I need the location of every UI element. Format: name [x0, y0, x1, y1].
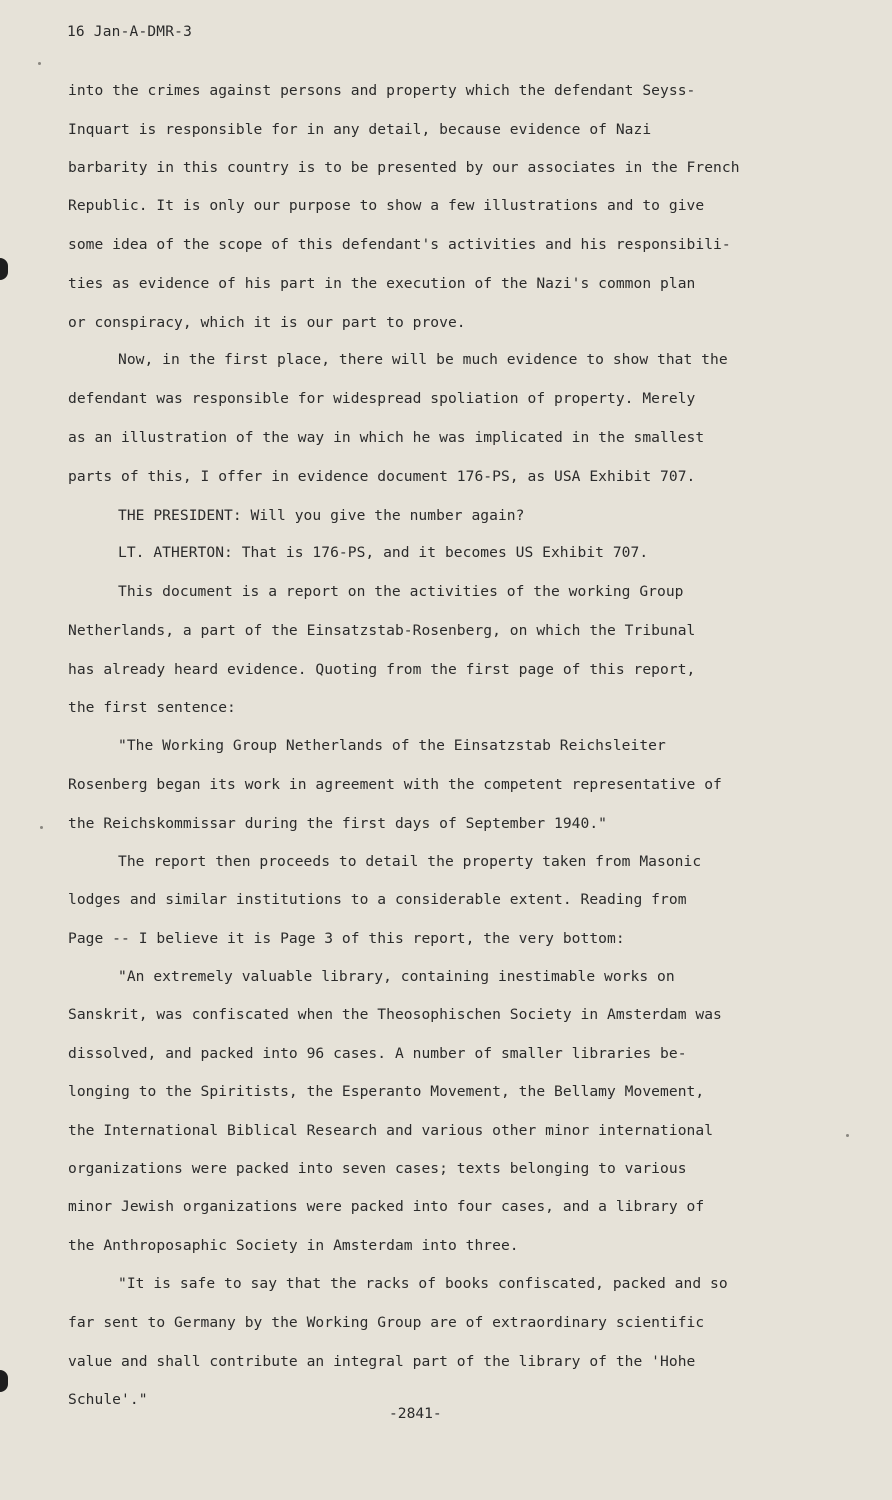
paper-speck: [846, 1134, 849, 1137]
text-line: barbarity in this country is to be presented by our associates in the French: [68, 159, 740, 176]
text-line: some idea of the scope of this defendant's activities and his responsibili-: [68, 236, 731, 253]
punch-hole: [0, 258, 8, 280]
text-line: Now, in the first place, there will be much evidence to show that the: [118, 351, 728, 368]
text-line: Republic. It is only our purpose to show a few illustrations and to give: [68, 197, 705, 214]
text-line: Inquart is responsible for in any detail, because evidence of Nazi: [68, 121, 652, 138]
text-line: the International Biblical Research and various other minor international: [68, 1122, 714, 1139]
text-line: as an illustration of the way in which he was implicated in the smallest: [68, 429, 705, 446]
text-line: longing to the Spiritists, the Esperanto Movement, the Bellamy Movement,: [68, 1083, 705, 1100]
text-line: The report then proceeds to detail the property taken from Masonic: [118, 853, 702, 870]
text-line: the Anthroposaphic Society in Amsterdam into three.: [68, 1237, 519, 1254]
paper-speck: [38, 62, 41, 65]
page-number: -2841-: [389, 1405, 442, 1422]
text-line: Page -- I believe it is Page 3 of this report, the very bottom:: [68, 930, 625, 947]
punch-hole: [0, 1370, 8, 1392]
text-line: dissolved, and packed into 96 cases. A number of smaller libraries be-: [68, 1045, 687, 1062]
text-line: Netherlands, a part of the Einsatzstab-Rosenberg, on which the Tribunal: [68, 622, 696, 639]
text-line: This document is a report on the activities of the working Group: [118, 583, 684, 600]
text-line: Sanskrit, was confiscated when the Theosophischen Society in Amsterdam was: [68, 1006, 722, 1023]
text-line: defendant was responsible for widespread spoliation of property. Merely: [68, 390, 696, 407]
text-line: "An extremely valuable library, containing inestimable works on: [118, 968, 675, 985]
text-line: ties as evidence of his part in the execution of the Nazi's common plan: [68, 275, 696, 292]
text-line: organizations were packed into seven cases; texts belonging to various: [68, 1160, 687, 1177]
page-header: 16 Jan-A-DMR-3: [67, 24, 193, 40]
text-line: or conspiracy, which it is our part to prove.: [68, 314, 466, 331]
text-line: LT. ATHERTON: That is 176-PS, and it becomes US Exhibit 707.: [118, 544, 649, 561]
text-line: "The Working Group Netherlands of the Einsatzstab Reichsleiter: [118, 737, 666, 754]
text-line: minor Jewish organizations were packed into four cases, and a library of: [68, 1198, 705, 1215]
text-line: Schule'.": [68, 1391, 148, 1408]
text-line: into the crimes against persons and property which the defendant Seyss-: [68, 82, 696, 99]
text-line: the first sentence:: [68, 699, 236, 716]
text-line: has already heard evidence. Quoting from the first page of this report,: [68, 661, 696, 678]
text-line: THE PRESIDENT: Will you give the number again?: [118, 507, 525, 524]
text-line: value and shall contribute an integral part of the library of the 'Hohe: [68, 1353, 696, 1370]
text-line: parts of this, I offer in evidence document 176-PS, as USA Exhibit 707.: [68, 468, 696, 485]
text-line: the Reichskommissar during the first days of September 1940.": [68, 815, 608, 832]
text-line: far sent to Germany by the Working Group are of extraordinary scientific: [68, 1314, 705, 1331]
text-line: Rosenberg began its work in agreement with the competent representative of: [68, 776, 722, 793]
paper-speck: [40, 826, 43, 829]
text-line: "It is safe to say that the racks of books confiscated, packed and so: [118, 1275, 728, 1292]
text-line: lodges and similar institutions to a considerable extent. Reading from: [68, 891, 687, 908]
